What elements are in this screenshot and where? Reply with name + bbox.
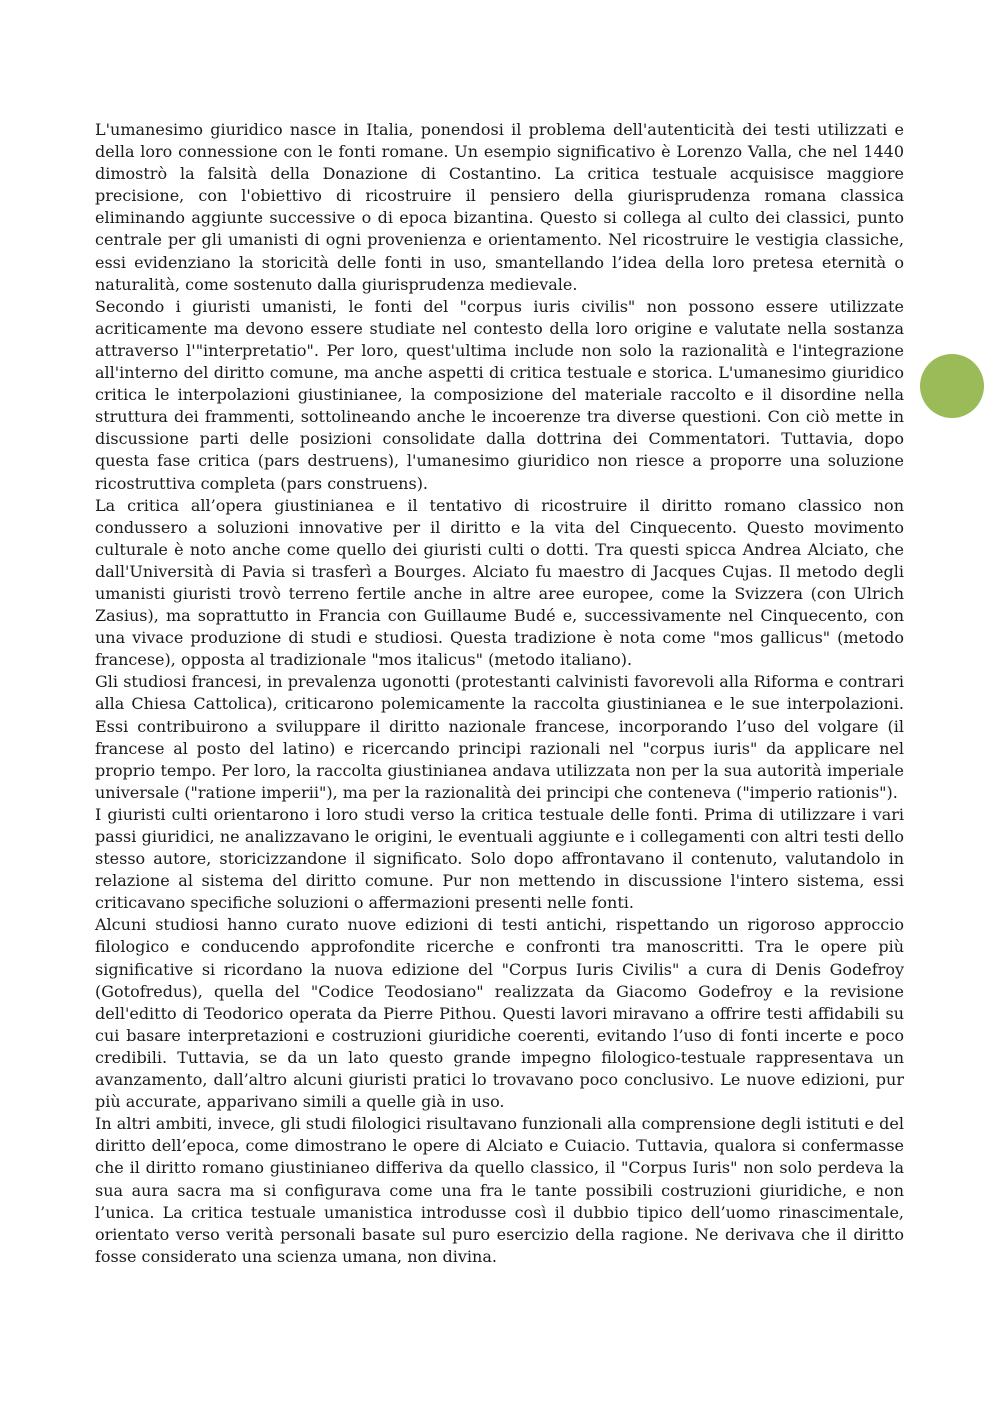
paragraph-2: Secondo i giuristi umanisti, le fonti del "corpus iuris civilis" non possono essere utilizzate acriticamente ma devono essere studiate nel contesto della loro origine e valutate nella sostanza attraverso l'"interpretatio". Per loro, quest'ultima include non solo la razionalità e l'integrazione all'interno del diritto comune, ma anche aspetti di critica testuale e storica. L'umanesimo giuridico critica le interpolazioni giustinianee, la composizione del materiale raccolto e il disordine nella struttura dei frammenti, sottolineando anche le incoerenze tra diverse questioni. Con ciò mette in discussione parti delle posizioni consolidate dalla dottrina dei Commentatori. Tuttavia, dopo questa fase critica (pars destruens), l'umanesimo giuridico non riesce a proporre una soluzione ricostruttiva completa (pars construens).	[95, 296, 904, 493]
paragraph-6: Alcuni studiosi hanno curato nuove edizioni di testi antichi, rispettando un rigoroso approccio filologico e conducendo approfondite ricerche e confronti tra manoscritti. Tra le opere più significative si ricordano la nuova edizione del "Corpus Iuris Civilis" a cura di Denis Godefroy (Gotofredus), quella del "Codice Teodosiano" realizzata da Giacomo Godefroy e la revisione dell'editto di Teodorico operata da Pierre Pithou. Questi lavori miravano a offrire testi affidabili su cui basare interpretazioni e costruzioni giuridiche coerenti, evitando l’uso di fonti incerte e poco credibili. Tuttavia, se da un lato questo grande impegno filologico-testuale rappresentava un avanzamento, dall’altro alcuni giuristi pratici lo trovavano poco conclusivo. Le nuove edizioni, pur più accurate, apparivano simili a quelle già in uso.	[95, 915, 904, 1112]
paragraph-3: La critica all’opera giustinianea e il tentativo di ricostruire il diritto romano classico non condussero a soluzioni innovative per il diritto e la vita del Cinquecento. Questo movimento culturale è noto anche come quello dei giuristi culti o dotti. Tra questi spicca Andrea Alciato, che dall'Università di Pavia si trasferì a Bourges. Alciato fu maestro di Jacques Cujas. Il metodo degli umanisti giuristi trovò terreno fertile anche in altre aree europee, come la Svizzera (con Ulrich Zasius), ma soprattutto in Francia con Guillaume Budé e, successivamente nel Cinquecento, con una vivace produzione di studi e studiosi. Questa tradizione è nota come "mos gallicus" (metodo francese), opposta al tradizionale "mos italicus" (metodo italiano).	[95, 495, 904, 670]
paragraph-7: In altri ambiti, invece, gli studi filologici risultavano funzionali alla comprensione degli istituti e del diritto dell’epoca, come dimostrano le opere di Alciato e Cuiacio. Tuttavia, qualora si confermasse che il diritto romano giustinianeo differiva da quello classico, il "Corpus Iuris" non solo perdeva la sua aura sacra ma si configurava come una fra le tante possibili costruzioni giuridiche, e non l’unica. La critica testuale umanistica introdusse così il dubbio tipico dell’uomo rinascimentale, orientato verso verità personali basate sul puro esercizio della ragione. Ne derivava che il diritto fosse considerato una scienza umana, non divina.	[95, 1114, 904, 1266]
body-text	[95, 119, 904, 1268]
paragraph-1: L'umanesimo giuridico nasce in Italia, ponendosi il problema dell'autenticità dei testi utilizzati e della loro connessione con le fonti romane. Un esempio significativo è Lorenzo Valla, che nel 1440 dimostrò la falsità della Donazione di Costantino. La critica testuale acquisisce maggiore precisione, con l'obiettivo di ricostruire il pensiero della giurisprudenza romana classica eliminando aggiunte successive o di epoca bizantina. Questo si collega al culto dei classici, punto centrale per gli umanisti di ogni provenienza e orientamento. Nel ricostruire le vestigia classiche, essi evidenziano la storicità delle fonti in uso, smantellando l’idea della loro pretesa eternità o naturalità, come sostenuto dalla giurisprudenza medievale.	[95, 120, 904, 294]
paragraph-5: I giuristi culti orientarono i loro studi verso la critica testuale delle fonti. Prima di utilizzare i vari passi giuridici, ne analizzavano le origini, le eventuali aggiunte e i collegamenti con altri testi dello stesso autore, storicizzandone il significato. Solo dopo affrontavano il contenuto, valutandolo in relazione al sistema del diritto comune. Pur non mettendo in discussione l'intero sistema, essi criticavano specifiche soluzioni o affermazioni presenti nelle fonti.	[95, 804, 904, 913]
paragraph-4: Gli studiosi francesi, in prevalenza ugonotti (protestanti calvinisti favorevoli alla Riforma e contrari alla Chiesa Cattolica), criticarono polemicamente la raccolta giustinianea e le sue interpolazioni. Essi contribuirono a sviluppare il diritto nazionale francese, incorporando l’uso del volgare (il francese al posto del latino) e ricercando principi razionali nel "corpus iuris" da applicare nel proprio tempo. Per loro, la raccolta giustinianea andava utilizzata non per la sua autorità imperiale universale ("ratione imperii"), ma per la razionalità dei principi che conteneva ("imperio rationis").	[95, 672, 904, 802]
green-circle-marker-icon	[920, 354, 984, 418]
